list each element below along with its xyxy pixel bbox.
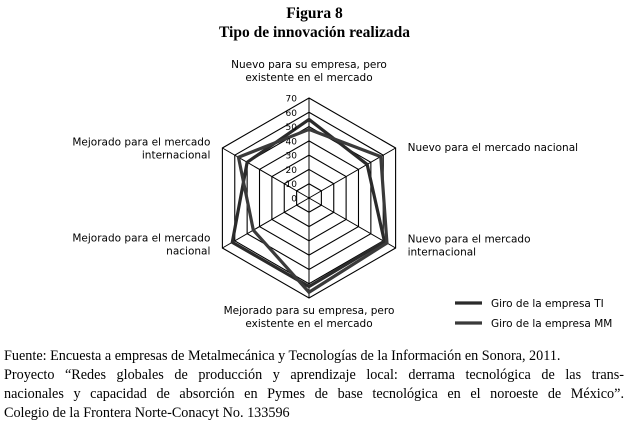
tick-label: 10 <box>285 180 297 191</box>
tick-label: 70 <box>285 94 297 105</box>
category-label: nacional <box>166 245 211 258</box>
series-line <box>232 119 384 286</box>
tick-label: 40 <box>285 137 297 148</box>
figure-caption <box>4 347 624 423</box>
legend-label: Giro de la empresa MM <box>491 318 613 330</box>
category-label: Mejorado para su empresa, pero <box>223 305 395 317</box>
tick-label: 60 <box>285 108 297 119</box>
figure-number: Figura 8 <box>286 5 343 22</box>
caption-line: nacionales y capacidad de absorción en Pymes de base tecnológica en el noroeste de México”. <box>4 386 624 402</box>
chart-legend <box>455 298 612 330</box>
tick-label: 0 <box>291 194 297 205</box>
category-label: Nuevo para su empresa, pero <box>231 59 387 71</box>
category-label: Nuevo para el mercado nacional <box>407 142 579 154</box>
figure-title: Tipo de innovación realizada <box>218 24 411 41</box>
category-label: existente en el mercado <box>245 318 373 330</box>
caption-line: Colegio de la Frontera Norte-Conacyt No. 133596 <box>4 405 290 421</box>
category-label: Mejorado para el mercado <box>72 136 211 149</box>
legend-label: Giro de la empresa TI <box>491 298 604 310</box>
category-label: existente en el mercado <box>245 72 373 84</box>
caption-line: Proyecto “Redes globales de producción y aprendizaje local: derrama tecnológica de las trans- <box>4 367 624 383</box>
category-label: internacional <box>407 246 477 259</box>
category-label: internacional <box>141 149 211 162</box>
category-label: Nuevo para el mercado <box>407 233 531 246</box>
caption-line: Fuente: Encuesta a empresas de Metalmecánica y Tecnologías de la Información en Sonora, 2011. <box>4 348 561 364</box>
tick-label: 30 <box>285 151 297 162</box>
tick-label: 50 <box>285 123 297 134</box>
radar-labels <box>72 59 578 330</box>
category-label: Mejorado para el mercado <box>72 232 211 245</box>
tick-label: 20 <box>285 165 297 176</box>
